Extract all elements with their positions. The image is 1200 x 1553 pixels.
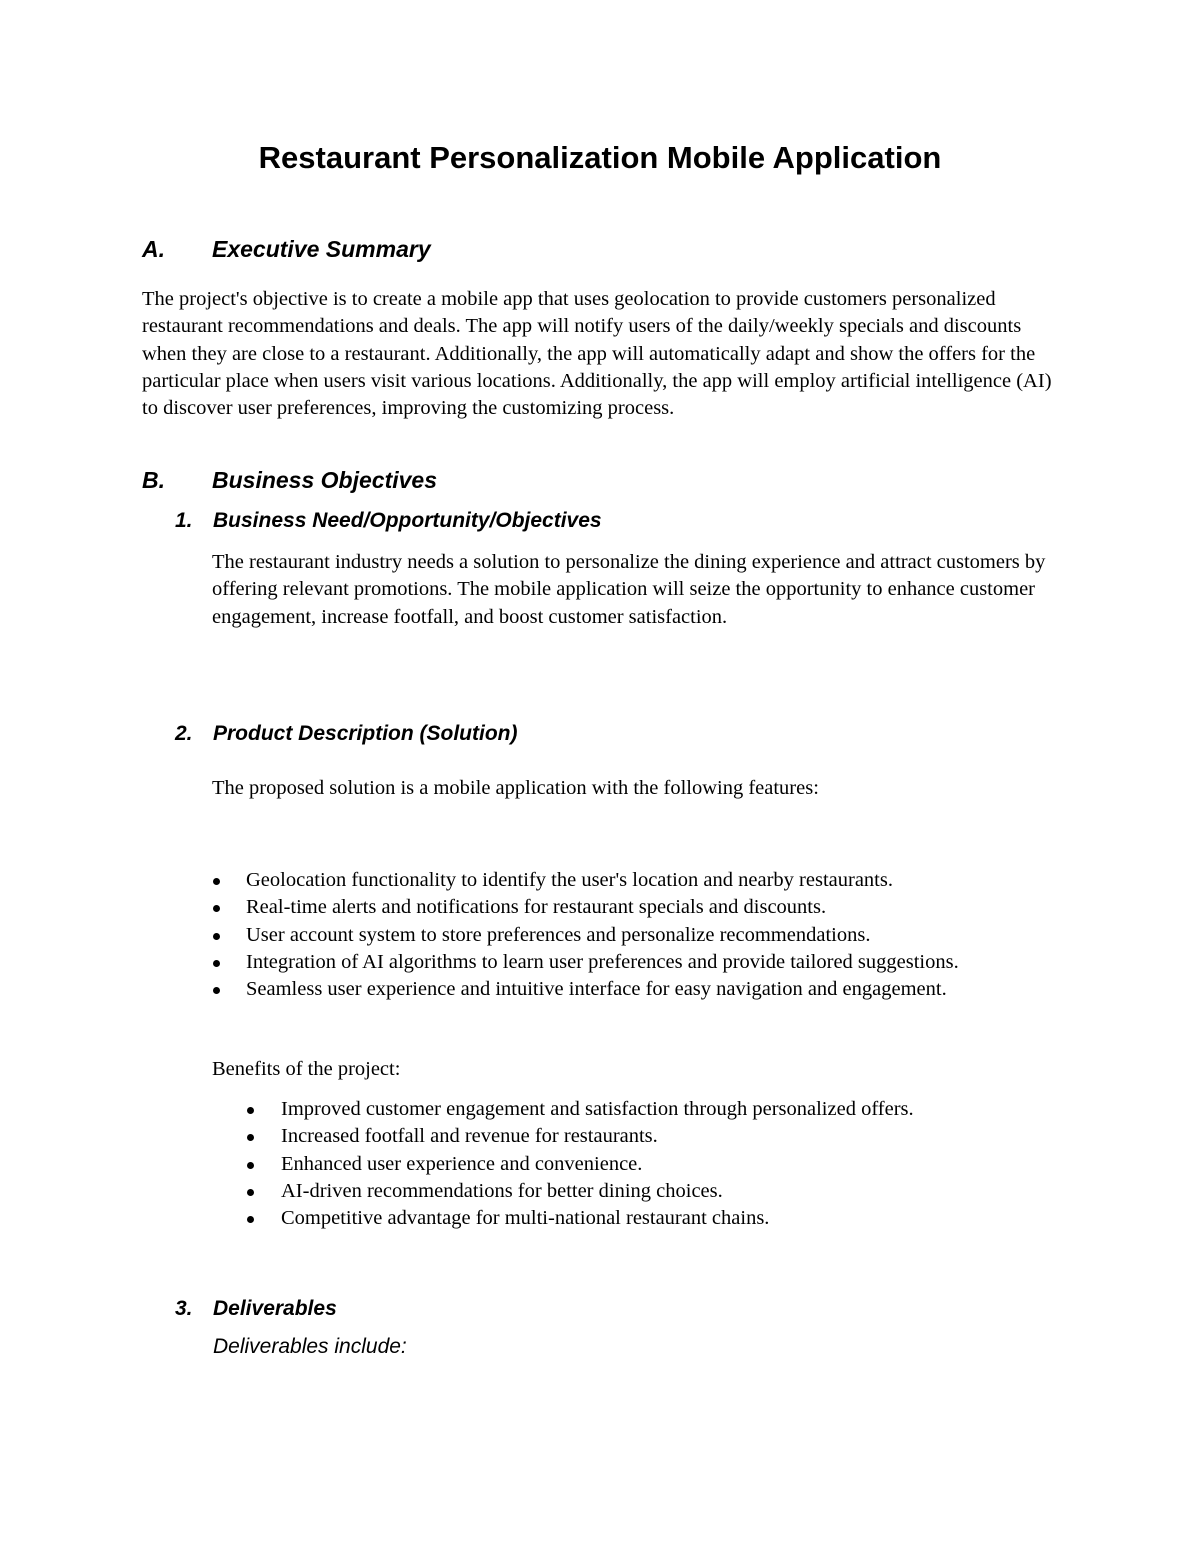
- list-item: Competitive advantage for multi-national restaurant chains.: [246, 1205, 1096, 1232]
- executive-summary-paragraph: The project's objective is to create a mobile app that uses geolocation to provide customers personalized restaurant recommendations and deals. The app will notify users of the daily/weekly specials and discounts when they are close to a restaurant. Additionally, the app will automatically adapt and show the offers for the particular place when users visit various locations. Additionally, the app will employ artificial intelligence (AI) to discover user preferences, improving the customizing process.: [142, 288, 1052, 420]
- list-item: Geolocation functionality to identify the user's location and nearby restaurants.: [212, 867, 1092, 894]
- benefits-list: [246, 1096, 1096, 1232]
- subsection-2-heading: [175, 722, 518, 746]
- benefits-intro: Benefits of the project:: [212, 1058, 401, 1080]
- subsection-1-number: 1.: [175, 509, 193, 532]
- section-b-title: Business Objectives: [212, 467, 437, 493]
- subsection-3-title: Deliverables: [213, 1297, 337, 1320]
- section-a-letter: A.: [142, 236, 165, 262]
- bullet-icon: [247, 1162, 254, 1169]
- list-item: AI-driven recommendations for better dining choices.: [246, 1178, 1096, 1205]
- section-a-title: Executive Summary: [212, 236, 431, 262]
- bullet-icon: [247, 1216, 254, 1223]
- list-item: Enhanced user experience and convenience.: [246, 1151, 1096, 1178]
- bullet-icon: [247, 1189, 254, 1196]
- list-item: Integration of AI algorithms to learn user preferences and provide tailored suggestions.: [212, 949, 976, 976]
- subsection-3-heading: [175, 1297, 337, 1321]
- bullet-icon: [213, 987, 220, 994]
- subsection-3-number: 3.: [175, 1297, 193, 1320]
- list-item: Improved customer engagement and satisfaction through personalized offers.: [246, 1096, 1096, 1123]
- features-list: [212, 867, 1092, 1003]
- bullet-icon: [213, 878, 220, 885]
- subsection-1-title: Business Need/Opportunity/Objectives: [213, 509, 602, 532]
- bullet-icon: [213, 905, 220, 912]
- document-title: Restaurant Personalization Mobile Application: [258, 140, 942, 175]
- subsection-2-title: Product Description (Solution): [213, 722, 518, 745]
- section-a-heading: [142, 236, 431, 263]
- deliverables-intro: Deliverables include:: [213, 1335, 407, 1358]
- subsection-1-heading: [175, 509, 602, 533]
- section-b-heading: [142, 467, 437, 494]
- bullet-icon: [213, 933, 220, 940]
- bullet-icon: [247, 1134, 254, 1141]
- list-item: User account system to store preferences and personalize recommendations.: [212, 922, 1092, 949]
- list-item: Real-time alerts and notifications for restaurant specials and discounts.: [212, 894, 1092, 921]
- subsection-2-number: 2.: [175, 722, 193, 745]
- list-item: Increased footfall and revenue for restaurants.: [246, 1123, 1096, 1150]
- solution-intro: The proposed solution is a mobile application with the following features:: [212, 777, 819, 799]
- bullet-icon: [213, 960, 220, 967]
- bullet-icon: [247, 1107, 254, 1114]
- section-b-letter: B.: [142, 467, 165, 493]
- business-need-paragraph: The restaurant industry needs a solution to personalize the dining experience and attract customers by offering relevant promotions. The mobile application will seize the opportunity to enhance customer engagement, increase footfall, and boost customer satisfaction.: [212, 551, 1046, 628]
- list-item: Seamless user experience and intuitive interface for easy navigation and engagement.: [212, 976, 1092, 1003]
